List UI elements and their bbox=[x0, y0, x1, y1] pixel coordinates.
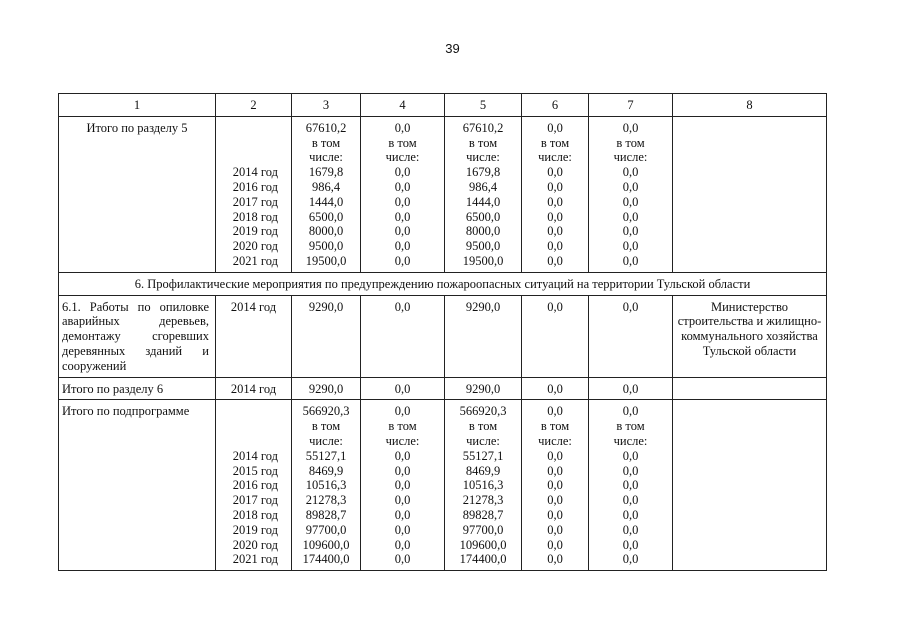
cell-line: 97700,0 bbox=[305, 522, 347, 537]
cell-line: в том bbox=[311, 419, 341, 434]
cell-line: 0,0 bbox=[547, 552, 563, 567]
cell-line: в том bbox=[540, 419, 570, 434]
cell-line: 21278,3 bbox=[462, 493, 504, 508]
column-number: 8 bbox=[673, 94, 827, 117]
column-number: 4 bbox=[361, 94, 445, 117]
cell-line: 2015 год bbox=[232, 463, 278, 478]
cell-line: 0,0 bbox=[547, 209, 563, 224]
cell-line: 1444,0 bbox=[308, 194, 344, 209]
cell-line: 67610,2 bbox=[462, 120, 504, 135]
cell-line: 0,0 bbox=[622, 194, 639, 209]
cell-line: числе: bbox=[613, 150, 648, 165]
year-cell: 2014 год bbox=[216, 377, 292, 400]
cell-line: 0,0 bbox=[547, 224, 563, 239]
cell-line: 2016 год bbox=[232, 478, 278, 493]
value-cell: 0,0 bbox=[522, 295, 589, 377]
value-cell: 9290,0 bbox=[445, 295, 522, 377]
cell-line: 1679,8 bbox=[465, 165, 501, 180]
cell-line: 10516,3 bbox=[462, 478, 504, 493]
cell-line: 566920,3 bbox=[459, 404, 507, 419]
cell-line: 0,0 bbox=[622, 224, 639, 239]
column-number: 1 bbox=[59, 94, 216, 117]
cell-line: 8000,0 bbox=[465, 224, 501, 239]
cell-line: 0,0 bbox=[547, 478, 563, 493]
value-cell: 0,0 bbox=[361, 295, 445, 377]
cell-line: 0,0 bbox=[547, 537, 563, 552]
cell-line: 1679,8 bbox=[308, 165, 344, 180]
cell-line: 0,0 bbox=[394, 448, 411, 463]
cell-line: в том bbox=[468, 135, 498, 150]
cell-line: 0,0 bbox=[547, 165, 563, 180]
value-list bbox=[589, 400, 673, 571]
cell-line: 0,0 bbox=[622, 537, 639, 552]
cell-line: 2020 год bbox=[232, 239, 278, 254]
value-list bbox=[522, 116, 589, 272]
cell-line: 2017 год bbox=[232, 493, 278, 508]
cell-line: 0,0 bbox=[547, 404, 563, 419]
cell-line: 109600,0 bbox=[302, 537, 350, 552]
cell-line: 8469,9 bbox=[465, 463, 501, 478]
cell-line: числе: bbox=[466, 433, 500, 448]
cell-line: 0,0 bbox=[394, 478, 411, 493]
value-list bbox=[445, 116, 522, 272]
cell-line: 6500,0 bbox=[308, 209, 344, 224]
cell-line: числе: bbox=[385, 150, 420, 165]
cell-line: 566920,3 bbox=[302, 404, 350, 419]
value-cell: 0,0 bbox=[522, 377, 589, 400]
cell-line: 0,0 bbox=[394, 522, 411, 537]
value-cell: 0,0 bbox=[589, 377, 673, 400]
cell-line: 0,0 bbox=[622, 448, 639, 463]
budget-table bbox=[58, 93, 827, 571]
column-number: 7 bbox=[589, 94, 673, 117]
cell-line: 0,0 bbox=[394, 120, 411, 135]
row-label: Итого по разделу 5 bbox=[59, 116, 216, 272]
section-header-row bbox=[59, 272, 827, 295]
value-cell: 0,0 bbox=[361, 377, 445, 400]
cell-line: 0,0 bbox=[547, 179, 563, 194]
cell-line: 8000,0 bbox=[308, 224, 344, 239]
cell-line: 0,0 bbox=[547, 448, 563, 463]
cell-line: 2020 год bbox=[232, 537, 278, 552]
cell-line: в том bbox=[540, 135, 570, 150]
cell-line: 0,0 bbox=[394, 209, 411, 224]
cell-line: 2018 год bbox=[232, 209, 278, 224]
cell-line: 2019 год bbox=[232, 522, 278, 537]
value-cell: 9290,0 bbox=[292, 295, 361, 377]
section5-total-row bbox=[59, 116, 827, 272]
cell-line: 19500,0 bbox=[462, 253, 504, 268]
cell-line: числе: bbox=[309, 150, 343, 165]
page-number: 39 bbox=[445, 41, 460, 56]
cell-line: 10516,3 bbox=[305, 478, 347, 493]
cell-line: 6500,0 bbox=[465, 209, 501, 224]
executor-cell bbox=[673, 116, 827, 272]
executor-cell bbox=[673, 400, 827, 571]
cell-line: числе: bbox=[466, 150, 500, 165]
cell-line: 0,0 bbox=[394, 194, 411, 209]
cell-line: 109600,0 bbox=[459, 537, 507, 552]
cell-line: 0,0 bbox=[394, 552, 411, 567]
row-label: Итого по подпрограмме bbox=[59, 400, 216, 571]
value-list bbox=[589, 116, 673, 272]
value-list bbox=[522, 400, 589, 571]
cell-line: 9500,0 bbox=[465, 239, 501, 254]
value-list bbox=[445, 400, 522, 571]
value-list bbox=[361, 400, 445, 571]
cell-line: 986,4 bbox=[468, 179, 498, 194]
cell-line: 2014 год bbox=[232, 448, 278, 463]
cell-line: 0,0 bbox=[622, 493, 639, 508]
section6-total-row bbox=[59, 377, 827, 400]
cell-line: в том bbox=[388, 135, 417, 150]
cell-line: 97700,0 bbox=[462, 522, 504, 537]
cell-line: 986,4 bbox=[311, 179, 341, 194]
value-cell: 0,0 bbox=[589, 295, 673, 377]
cell-line: 0,0 bbox=[394, 179, 411, 194]
cell-line: 9500,0 bbox=[308, 239, 344, 254]
cell-line: 174400,0 bbox=[302, 552, 350, 567]
cell-line: 0,0 bbox=[394, 224, 411, 239]
cell-line: в том bbox=[616, 135, 645, 150]
cell-line: числе: bbox=[538, 150, 572, 165]
column-number: 5 bbox=[445, 94, 522, 117]
cell-line: 0,0 bbox=[547, 194, 563, 209]
cell-line: 2014 год bbox=[232, 165, 278, 180]
cell-line: 0,0 bbox=[622, 239, 639, 254]
cell-line: 8469,9 bbox=[308, 463, 344, 478]
cell-line: 55127,1 bbox=[462, 448, 504, 463]
cell-line: в том bbox=[468, 419, 498, 434]
cell-line: 0,0 bbox=[622, 522, 639, 537]
cell-line: 2017 год bbox=[232, 194, 278, 209]
cell-line: в том bbox=[388, 419, 417, 434]
cell-line: 0,0 bbox=[622, 179, 639, 194]
section-title: 6. Профилактические мероприятия по предупреждению пожароопасных ситуаций на территории Тульской области bbox=[59, 272, 827, 295]
cell-line: числе: bbox=[613, 433, 648, 448]
cell-line: 0,0 bbox=[394, 165, 411, 180]
cell-line: 2021 год bbox=[232, 552, 278, 567]
row-label: Итого по разделу 6 bbox=[59, 377, 216, 400]
cell-line bbox=[219, 434, 288, 449]
cell-line: 0,0 bbox=[547, 253, 563, 268]
cell-line: числе: bbox=[385, 433, 420, 448]
column-number: 6 bbox=[522, 94, 589, 117]
year-cell: 2014 год bbox=[216, 295, 292, 377]
cell-line: 67610,2 bbox=[305, 120, 347, 135]
value-cell: 9290,0 bbox=[445, 377, 522, 400]
value-list bbox=[292, 116, 361, 272]
cell-line: 0,0 bbox=[547, 120, 563, 135]
cell-line bbox=[219, 150, 288, 165]
cell-line: 0,0 bbox=[394, 507, 411, 522]
cell-line: 1444,0 bbox=[465, 194, 501, 209]
cell-line: 2016 год bbox=[232, 179, 278, 194]
cell-line: 55127,1 bbox=[305, 448, 347, 463]
cell-line bbox=[219, 121, 288, 136]
year-list bbox=[216, 400, 292, 571]
cell-line: 89828,7 bbox=[462, 507, 504, 522]
cell-line: 2019 год bbox=[232, 224, 278, 239]
executor-cell: Министерство строительства и жилищно-коммунального хозяйства Тульской области bbox=[673, 295, 827, 377]
column-number: 3 bbox=[292, 94, 361, 117]
cell-line: 0,0 bbox=[547, 507, 563, 522]
cell-line bbox=[219, 404, 288, 419]
executor-cell bbox=[673, 377, 827, 400]
cell-line: 0,0 bbox=[547, 493, 563, 508]
cell-line: 0,0 bbox=[394, 239, 411, 254]
cell-line bbox=[219, 419, 288, 434]
cell-line: числе: bbox=[538, 433, 572, 448]
cell-line: 0,0 bbox=[394, 537, 411, 552]
cell-line: числе: bbox=[309, 433, 343, 448]
cell-line: 0,0 bbox=[622, 552, 639, 567]
cell-line: 0,0 bbox=[394, 253, 411, 268]
cell-line: 2021 год bbox=[232, 253, 278, 268]
cell-line: 19500,0 bbox=[305, 253, 347, 268]
cell-line: 0,0 bbox=[622, 404, 639, 419]
cell-line: 21278,3 bbox=[305, 493, 347, 508]
cell-line: 2018 год bbox=[232, 507, 278, 522]
cell-line: 0,0 bbox=[622, 507, 639, 522]
value-list bbox=[292, 400, 361, 571]
cell-line: 0,0 bbox=[547, 239, 563, 254]
cell-line: 0,0 bbox=[622, 463, 639, 478]
value-cell: 9290,0 bbox=[292, 377, 361, 400]
column-number-row bbox=[59, 94, 827, 117]
cell-line: 0,0 bbox=[394, 463, 411, 478]
year-list bbox=[216, 116, 292, 272]
cell-line: 0,0 bbox=[394, 493, 411, 508]
cell-line: 0,0 bbox=[622, 209, 639, 224]
cell-line: в том bbox=[311, 135, 341, 150]
cell-line: 0,0 bbox=[622, 478, 639, 493]
cell-line: в том bbox=[616, 419, 645, 434]
value-list bbox=[361, 116, 445, 272]
cell-line: 0,0 bbox=[622, 253, 639, 268]
cell-line: 0,0 bbox=[547, 463, 563, 478]
item-row bbox=[59, 295, 827, 377]
column-number: 2 bbox=[216, 94, 292, 117]
cell-line bbox=[219, 136, 288, 151]
row-label: 6.1. Работы по опиловке аварийных деревьев, демонтажу сгоревших деревянных зданий и сооружений bbox=[59, 295, 216, 377]
subprogram-total-row bbox=[59, 400, 827, 571]
cell-line: 0,0 bbox=[394, 404, 411, 419]
cell-line: 0,0 bbox=[622, 165, 639, 180]
cell-line: 174400,0 bbox=[459, 552, 507, 567]
cell-line: 0,0 bbox=[547, 522, 563, 537]
cell-line: 0,0 bbox=[622, 120, 639, 135]
cell-line: 89828,7 bbox=[305, 507, 347, 522]
